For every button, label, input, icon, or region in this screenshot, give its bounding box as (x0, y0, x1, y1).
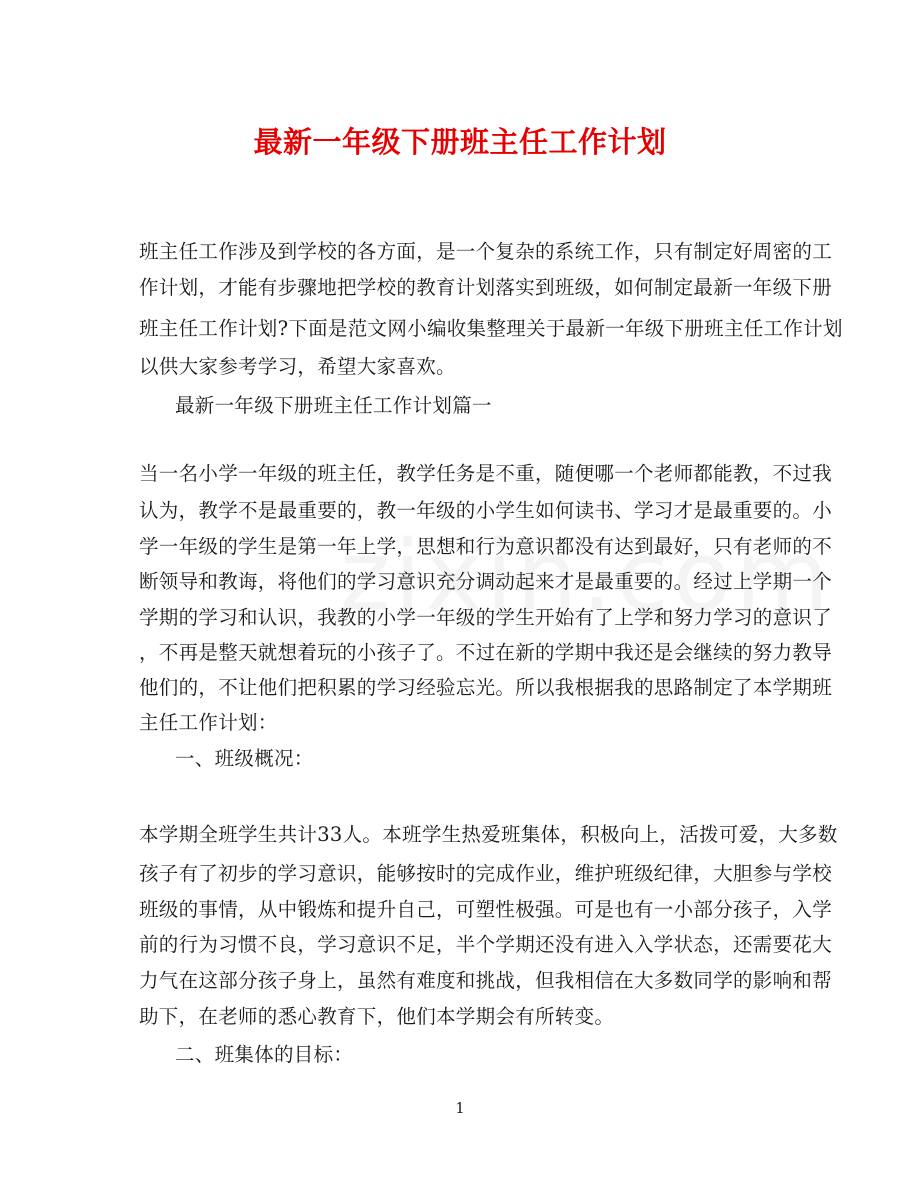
paragraph-line: 力气在这部分孩子身上，虽然有难度和挑战，但我相信在大多数同学的影响和帮 (139, 969, 833, 992)
paragraph-line: 作计划，才能有步骤地把学校的教育计划落实到班级，如何制定最新一年级下册 (139, 276, 833, 299)
paragraph-line: 班级的事情，从中锻炼和提升自己，可塑性极强。可是也有一小部分孩子，入学 (139, 898, 833, 921)
paragraph-line: ，不再是整天就想着玩的小孩子了。不过在新的学期中我还是会继续的努力教导 (139, 641, 833, 664)
page-number: 1 (455, 1099, 465, 1117)
paragraph-line: 本学期全班学生共计33人。本班学生热爱班集体，积极向上，活拨可爱，大多数 (139, 823, 838, 846)
section-heading: 二、班集体的目标： (175, 1043, 354, 1066)
paragraph-line: 孩子有了初步的学习意识，能够按时的完成作业，维护班级纪律，大胆参与学校 (139, 862, 833, 885)
paragraph-line: 班主任工作涉及到学校的各方面，是一个复杂的系统工作，只有制定好周密的工 (139, 240, 833, 263)
paragraph-line: 前的行为习惯不良，学习意识不足，半个学期还没有进入入学状态，还需要花大 (139, 933, 833, 956)
paragraph-line: 以供大家参考学习，希望大家喜欢。 (139, 355, 456, 378)
paragraph-line: 他们的，不让他们把积累的学习经验忘光。所以我根据我的思路制定了本学期班 (139, 676, 833, 699)
paragraph-line: 助下，在老师的悉心教育下，他们本学期会有所转变。 (139, 1005, 615, 1028)
paragraph-line: 主任工作计划： (139, 711, 278, 734)
paragraph-line: 班主任工作计划?下面是范文网小编收集整理关于最新一年级下册班主任工作计划 (139, 317, 843, 340)
paragraph-line: 当一名小学一年级的班主任，教学任务是不重，随便哪一个老师都能教，不过我 (139, 462, 833, 485)
paragraph-line: 学一年级的学生是第一年上学，思想和行为意识都没有达到最好，只有老师的不 (139, 535, 833, 558)
document-title: 最新一年级下册班主任工作计划 (253, 125, 667, 159)
section-heading: 一、班级概况： (175, 747, 314, 770)
section-heading: 最新一年级下册班主任工作计划篇一 (175, 394, 492, 417)
paragraph-line: 认为，教学不是最重要的，教一年级的小学生如何读书、学习才是最重要的。小 (139, 499, 833, 522)
paragraph-line: 断领导和教诲，将他们的学习意识充分调动起来才是最重要的。经过上学期一个 (139, 570, 833, 593)
paragraph-line: 学期的学习和认识，我教的小学一年级的学生开始有了上学和努力学习的意识了 (139, 606, 833, 629)
